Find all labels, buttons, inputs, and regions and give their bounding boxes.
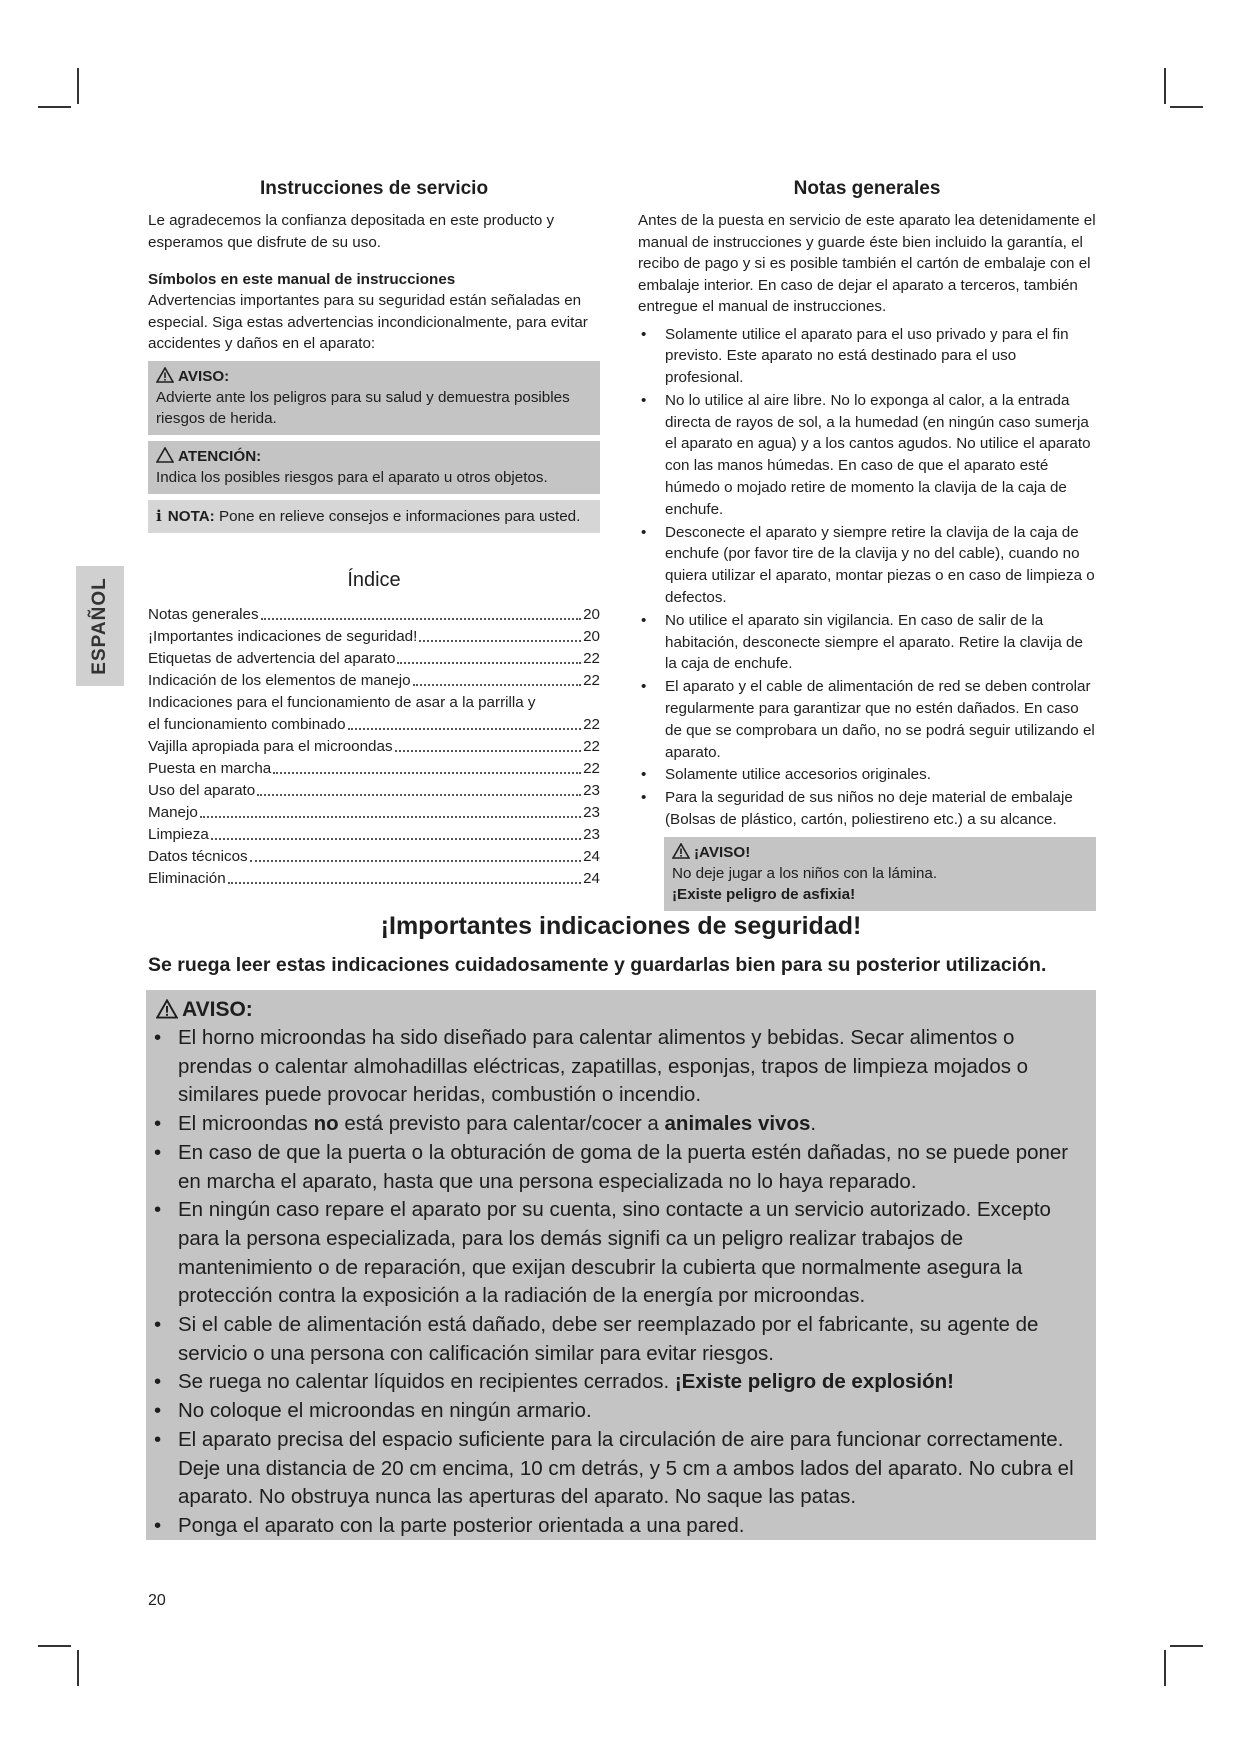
nota-box [148,500,600,533]
toc-entry[interactable]: Manejo 23 [148,803,600,821]
symbols-text: Advertencias importantes para su seguridad están señaladas en especial. Siga estas advertencias incondicionalmente, para evitar accidentes y daños en el aparato: [148,292,588,352]
toc-entry[interactable]: Notas generales 20 [148,605,600,623]
left-column [148,178,600,890]
atencion-title: ATENCIÓN: [178,447,262,465]
right-column [638,178,1096,911]
list-item: • El aparato precisa del espacio suficiente para la circulación de aire para funcionar correctamente. Deje una distancia de 20 cm encima, 10 cm detrás, y 5 cm a ambos lados del aparato. No cubra el aparato. No obstruya nunca las aperturas del aparato. No saque las patas. [154,1427,1074,1509]
intro-text: Le agradecemos la confianza depositada en este producto y esperamos que disfrute de su uso. [148,212,555,251]
suffocation-warning-box [664,837,1096,911]
list-item: • En caso de que la puerta o la obturación de goma de la puerta estén dañadas, no se puede poner en marcha el aparato, hasta que una persona especializada no lo haya reparado. [154,1140,1069,1193]
toc-entry[interactable]: Indicaciones para el funcionamiento de asar a la parrilla y [148,693,536,711]
safety-aviso-header [146,990,1096,1022]
caution-triangle-icon [156,447,174,463]
crop-mark [1164,1650,1166,1686]
list-item: • No utilice el aparato sin vigilancia. En caso de salir de la habitación, desconecte siempre el aparato. Retire la clavija de la caja de enchufe. [641,611,1083,673]
toc-entry[interactable]: Uso del aparato 23 [148,781,600,799]
warn-line-2: ¡Existe peligro de asfixia! [672,885,856,903]
general-notes-list [638,324,1096,831]
atencion-text: Indica los posibles riesgos para el aparato u otros objetos. [156,468,548,486]
warning-triangle-icon [156,367,174,383]
warn-line-1: No deje jugar a los niños con la lámina. [672,864,938,882]
warning-triangle-icon [672,843,690,859]
safety-subheading: Se ruega leer estas indicaciones cuidadosamente y guardarlas bien para su posterior utilización. [148,954,1047,976]
crop-mark [38,106,71,108]
symbols-heading: Símbolos en este manual de instrucciones [148,271,456,288]
toc-entry[interactable]: Eliminación 24 [148,869,600,887]
warning-triangle-icon [156,999,178,1019]
toc-entry[interactable]: Vajilla apropiada para el microondas 22 [148,737,600,755]
list-item: • Ponga el aparato con la parte posterior orientada a una pared. [154,1513,745,1537]
crop-mark [1170,106,1203,108]
aviso-box [148,361,600,435]
toc-entry[interactable]: Limpieza 23 [148,825,600,843]
crop-mark [38,1645,71,1647]
list-item: • El aparato y el cable de alimentación de red se deben controlar regularmente para garantizar que no estén dañados. En caso de que se comprobara un daño, no se podrá seguir utilizando el aparato. [641,678,1095,761]
crop-mark [1164,68,1166,104]
crop-mark [1170,1645,1203,1647]
page-number: 20 [148,1592,166,1609]
crop-mark [77,1650,79,1686]
toc-entry[interactable]: el funcionamiento combinado 22 [148,715,600,733]
list-item: • Si el cable de alimentación está dañado, debe ser reemplazado por el fabricante, su agente de servicio o una persona con calificación similar para evitar riesgos. [154,1313,1039,1365]
crop-mark [77,68,79,104]
index-heading: Índice [347,568,401,591]
list-item: • Para la seguridad de sus niños no deje material de embalaje (Bolsas de plástico, cartón, poliestireno etc.) a su alcance. [641,789,1073,829]
language-label: ESPAÑOL [89,577,110,675]
language-side-tab [76,566,124,686]
toc-entry[interactable]: Datos técnicos 24 [148,847,600,865]
safety-aviso-title: AVISO: [182,998,253,1021]
general-notes-heading: Notas generales [793,178,941,199]
list-item: • Se ruega no calentar líquidos en recipientes cerrados. ¡Existe peligro de explosión! [154,1370,954,1394]
list-item: • No lo utilice al aire libre. No lo exponga al calor, a la entrada directa de rayos de sol, a la humedad (en ningún caso sumerja el aparato en agua) y a los cantos agudos. No utilice el aparato con las manos húmedas. En caso de que el aparato esté húmedo o mojado retire de momento la clavija de la caja de enchufe. [641,391,1091,518]
general-notes-intro: Antes de la puesta en servicio de este aparato lea detenidamente el manual de instrucciones y guarde éste bien incluido la garantía, el recibo de pago y si es posible también el cartón de embalaje con el embalaje interior. En caso de dejar el aparato a terceros, también entregue el manual de instrucciones. [638,212,1096,315]
toc-entry[interactable]: Indicación de los elementos de manejo 22 [148,671,600,689]
list-item: • Desconecte el aparato y siempre retire la clavija de la caja de enchufe (por favor tire de la clavija y no del cable), cuando no quiera utilizar el aparato, montar piezas o en caso de limpieza o defectos. [641,523,1095,607]
list-item: • El microondas no está previsto para calentar/cocer a animales vivos. [154,1112,817,1136]
toc-entry[interactable]: ¡Importantes indicaciones de seguridad! 20 [148,627,600,645]
nota-text: Pone en relieve consejos e informaciones para usted. [218,507,581,525]
atencion-box [148,441,600,494]
nota-title: NOTA: [167,507,215,525]
safety-heading: ¡Importantes indicaciones de seguridad! [380,912,862,940]
list-item: • Solamente utilice el aparato para el uso privado y para el fin previsto. Este aparato no está destinado para el uso profesional. [641,325,1069,387]
aviso-title: AVISO: [178,367,230,385]
info-icon: i [156,506,162,525]
safety-warning-box [146,990,1096,1540]
list-item: • Solamente utilice accesorios originales. [641,766,931,784]
list-item: • El horno microondas ha sido diseñado para calentar alimentos y bebidas. Secar alimentos o prendas o calentar almohadillas eléctricas, zapatillas, esponjas, trapos de limpieza mojados o similares puede provocar heridas, combustión o incendio. [154,1026,1029,1107]
list-item: • No coloque el microondas en ningún armario. [154,1399,592,1423]
toc-entry[interactable]: Puesta en marcha 22 [148,759,600,777]
list-item: • En ningún caso repare el aparato por su cuenta, sino contacte a un servicio autorizado. Excepto para la persona especializada, para los demás signifi ca un peligro realizar trabajos de mantenimiento o de reparación, que exijan descubrir la cubierta que normalmente asegura la protección contra la exposición a la radiación de la energía por microondas. [154,1198,1051,1308]
toc-entry[interactable]: Etiquetas de advertencia del aparato 22 [148,649,600,667]
table-of-contents [148,604,600,890]
warn-title: ¡AVISO! [694,843,751,861]
aviso-text: Advierte ante los peligros para su salud y demuestra posibles riesgos de herida. [156,388,570,427]
safety-list [146,1024,1096,1541]
instructions-heading: Instrucciones de servicio [259,178,489,199]
